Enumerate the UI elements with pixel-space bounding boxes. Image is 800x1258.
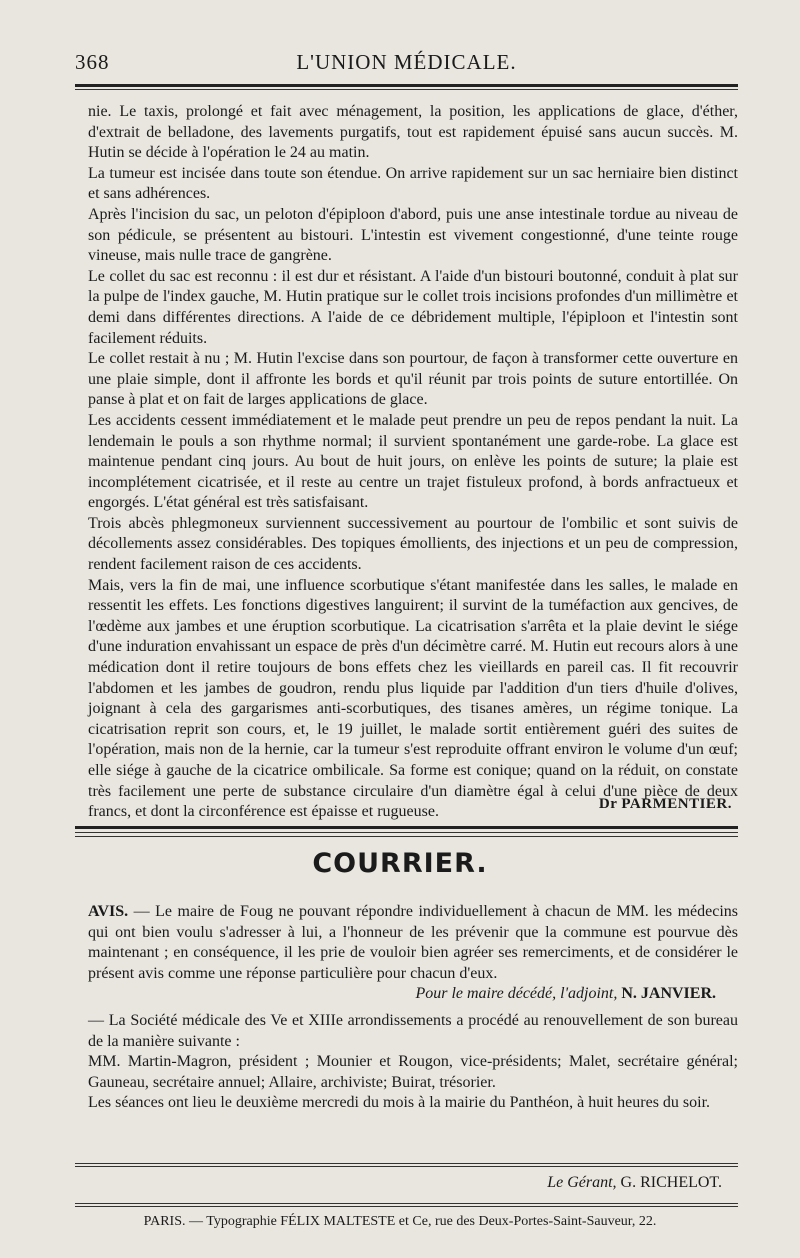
page-header: [75, 50, 738, 80]
footer-rule: [75, 1203, 738, 1204]
avis-paragraph: [88, 902, 738, 984]
header-rule: [75, 84, 738, 87]
societe-paragraph: — La Société médicale des Ve et XIIIe arrondissements a procédé au renouvellement de son bureau de la manière suivante :: [88, 1011, 738, 1050]
footer-rule-2: [75, 1206, 738, 1207]
avis-signature-name: N. JANVIER.: [617, 985, 716, 1003]
page-number: 368: [75, 50, 110, 74]
article-paragraph: Les accidents cessent immédiatement et le malade peut prendre un peu de repos pendant la nuit. La lendemain le pouls a son rhythme normal; il survient spontanément une garde-robe. La glace est maintenue pendant cinq jours. Au bout de huit jours, on enlève les points de suture; la plaie est incomplétement cicatrisée, et il reste au centre un trajet fistuleux profond, à bords anfractueux et engorgés. L'état général est très satisfaisant.: [88, 411, 738, 512]
gerant-rule: [75, 1163, 738, 1164]
article-paragraph: Le collet du sac est reconnu : il est dur et résistant. A l'aide d'un bistouri boutonné, conduit à plat sur la pulpe de l'index gauche, M. Hutin pratique sur le collet trois incisions profondes d'un millimètre et demi dans différentes directions. A l'aide de ce débridement multiple, l'épiploon et l'intestin sont facilement réduits.: [88, 267, 738, 347]
avis-label: AVIS.: [88, 903, 129, 920]
header-rule-thin: [75, 89, 738, 90]
article-paragraph: nie. Le taxis, prolongé et fait avec ménagement, la position, les applications de glace, d'éther, d'extrait de belladone, des lavements purgatifs, tout est rapidement épuisé sans aucun succès. M. Hutin se décide à l'opération le 24 au matin.: [88, 103, 738, 162]
gerant-label: Le Gérant,: [547, 1174, 617, 1191]
gerant-rule-2: [75, 1166, 738, 1167]
courrier-body: [88, 902, 738, 1114]
section-rule-top: [75, 826, 738, 829]
avis-signature-italic: Pour le maire décédé, l'adjoint,: [415, 985, 618, 1003]
gerant-name: G. RICHELOT.: [616, 1174, 722, 1191]
section-rule-top-thin: [75, 832, 738, 833]
journal-title: L'UNION MÉDICALE.: [296, 50, 517, 74]
seances-paragraph: Les séances ont lieu le deuxième mercredi du mois à la mairie du Panthéon, à huit heures du soir.: [88, 1094, 711, 1112]
avis-text: — Le maire de Foug ne pouvant répondre individuellement à chacun de MM. les médecins qui ont bien voulu s'adresser à lui, a l'honneur de les prévenir que la commune est pourvue dès maintenant ; en conséquence, il les prie de vouloir bien agréer ses remerciments, et de considérer le présent avis comme une réponse particulière pour chacun d'eux.: [88, 903, 738, 982]
printer-footer: PARIS. — Typographie FÉLIX MALTESTE et Ce, rue des Deux-Portes-Saint-Sauveur, 22.: [143, 1214, 657, 1229]
gerant-line: [547, 1174, 722, 1192]
article-paragraph: Mais, vers la fin de mai, une influence scorbutique s'étant manifestée dans les salles, le malade en ressentit les effets. Les fonctions digestives languirent; il survint de la tuméfaction aux gencives, de l'œdème aux jambes et une éruption scorbutique. La cicatrisation s'arrêta et la plaie devint le siége d'une induration envahissant un espace de près d'un décimètre carré. M. Hutin eut recours alors à une médication dont il retire toujours de bons effets chez les vieillards en pareil cas. Il fit recouvrir l'abdomen et les jambes de goudron, rendu plus liquide par l'addition d'un tiers d'huile d'olives, joignant à cela des gargarismes anti-scorbutiques, des tisanes amères, un régime tonique. La cicatrisation reprit son cours, et, le 19 juillet, le malade sortit entièrement guéri des suites de l'opération, mais non de la hernie, car la tumeur s'est reproduite offrant environ le volume d'un œuf; elle siége à gauche de la cicatrice ombilicale. Sa forme est conique; quand on la réduit, on constate très facilement une perte de substance circulaire d'un diamètre égal à celui d'une pièce de deux francs, et dont la circonférence est épaisse et rugueuse.: [88, 576, 738, 821]
article-body: [88, 102, 738, 823]
article-paragraph: Trois abcès phlegmoneux surviennent successivement au pourtour de l'ombilic et sont suivis de décollements assez considérables. Des topiques émollients, des injections et un peu de compression, rendent facilement raison de ces accidents.: [88, 514, 738, 574]
members-paragraph: MM. Martin-Magron, président ; Mounier et Rougon, vice-présidents; Malet, secrétaire général; Gauneau, secrétaire annuel; Allaire, archiviste; Buirat, trésorier.: [88, 1053, 738, 1091]
article-paragraph: La tumeur est incisée dans toute son étendue. On arrive rapidement sur un sac herniaire bien distinct et sans adhérences.: [88, 164, 738, 203]
section-rule-top-thin-2: [75, 836, 738, 837]
article-paragraph: Après l'incision du sac, un peloton d'épiploon d'abord, puis une anse intestinale tordue au niveau de son pédicule, se présentent au bistouri. L'intestin est vivement congestionné, d'une teinte rouge vineuse, mais nulle trace de gangrène.: [88, 205, 738, 265]
avis-signature: [88, 984, 716, 1005]
article-signature: Dr PARMENTIER.: [598, 796, 732, 812]
article-paragraph: Le collet restait à nu ; M. Hutin l'excise dans son pourtour, de façon à transformer cette ouverture en une plaie simple, dont il affronte les bords et qu'il réunit par trois points de suture entortillée. On panse à plat et on fait de larges applications de glace.: [88, 350, 738, 409]
section-heading: COURRIER.: [312, 848, 488, 879]
